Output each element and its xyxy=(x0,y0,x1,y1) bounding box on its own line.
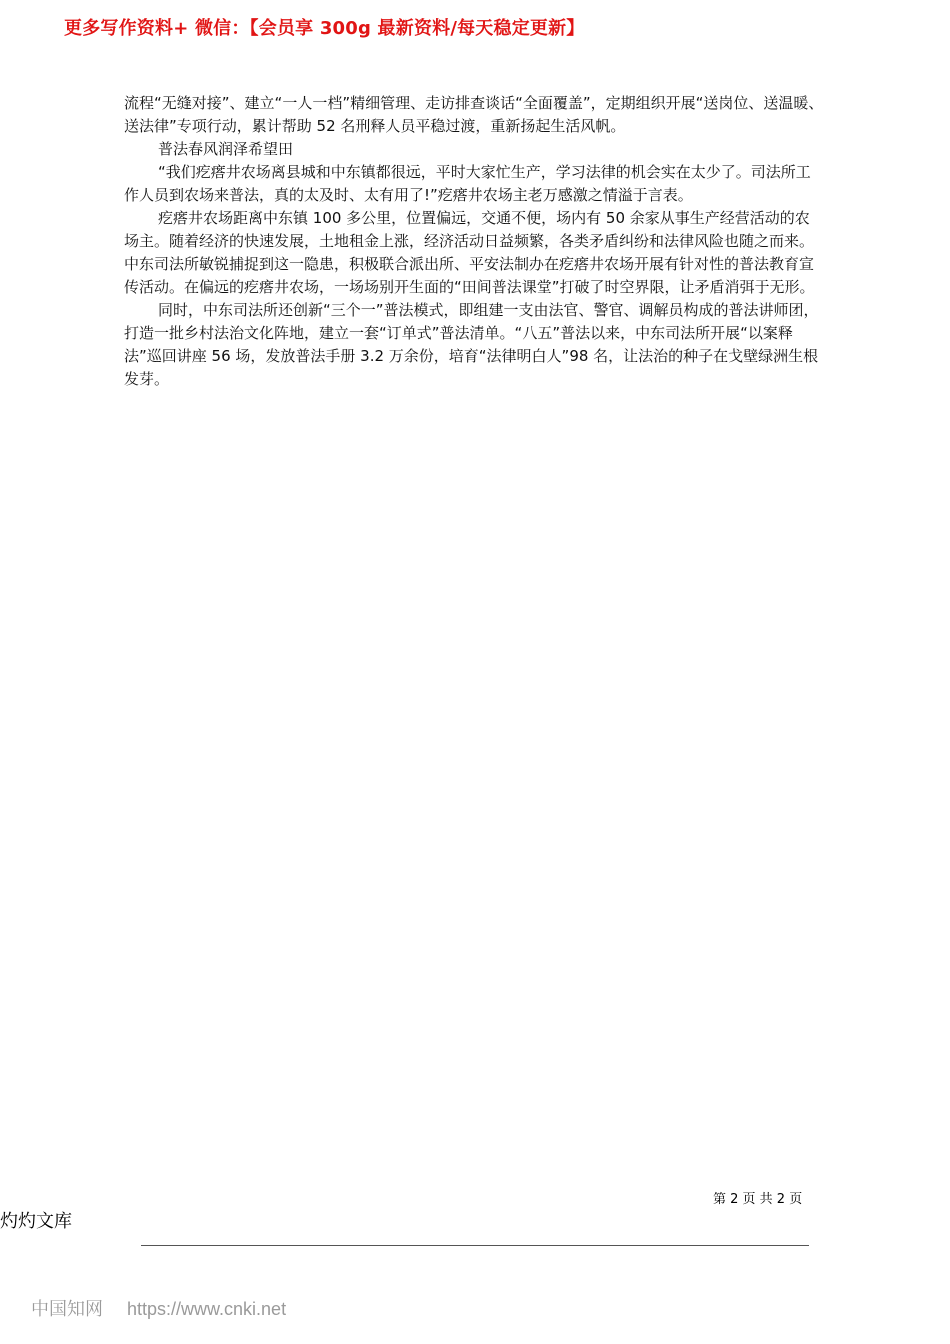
paragraph-continuation: 流程“无缝对接”、建立“一人一档”精细管理、走访排查谈话“全面覆盖”，定期组织开展“送岗位、送温暖、送法律”专项行动，累计帮助 52 名刑释人员平稳过渡，重新扬起生活风帆。 xyxy=(124,94,824,135)
promo-banner: 更多写作资料+ 微信：【会员享 300g 最新资料/每天稳定更新】 xyxy=(64,18,585,39)
paragraph-quote: “我们疙瘩井农场离县城和中东镇都很远，平时大家忙生产，学习法律的机会实在太少了。司法所工作人员到农场来普法，真的太及时、太有用了!”疙瘩井农场主老万感激之情溢于言表。 xyxy=(124,163,811,204)
paragraph-farm: 疙瘩井农场距离中东镇 100 多公里，位置偏远，交通不便，场内有 50 余家从事生产经营活动的农场主。随着经济的快速发展，土地租金上涨，经济活动日益频繁，各类矛盾纠纷和法律风险也随之而来。中东司法所敏锐捕捉到这一隐患，积极联合派出所、平安法制办在疙瘩井农场开展有针对性的普法教育宣传活动。在偏远的疙瘩井农场，一场场别开生面的“田间普法课堂”打破了时空界限，让矛盾消弭于无形。 xyxy=(124,209,815,296)
page-number: 第 2 页 共 2 页 xyxy=(713,1192,803,1207)
footer-divider xyxy=(141,1245,809,1246)
document-body xyxy=(124,92,824,391)
watermark-brand: 中国知网 xyxy=(31,1299,103,1320)
library-name: 灼灼文库 xyxy=(0,1211,72,1232)
section-heading: 普法春风润泽希望田 xyxy=(158,140,294,158)
watermark-url: https://www.cnki.net xyxy=(127,1299,287,1319)
paragraph-model: 同时，中东司法所还创新“三个一”普法模式，即组建一支由法官、警官、调解员构成的普法讲师团，打造一批乡村法治文化阵地，建立一套“订单式”普法清单。“八五”普法以来，中东司法所开展“以案释法”巡回讲座 56 场，发放普法手册 3.2 万余份，培育“法律明白人”98 名，让法治的种子在戈壁绿洲生根发芽。 xyxy=(124,301,819,388)
watermark xyxy=(31,1295,286,1321)
